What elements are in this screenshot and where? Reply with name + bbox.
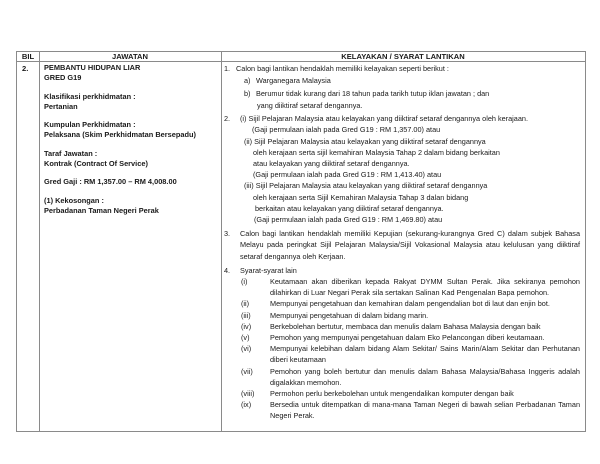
kumpulan-label: Kumpulan Perkhidmatan : <box>44 120 136 129</box>
taraf-value: Kontrak (Contract Of Service) <box>44 158 148 168</box>
requirement-1b-text: Berumur tidak kurang dari 18 tahun pada tarikh tutup iklan jawatan ; dan <box>256 88 490 98</box>
requirement-4-item-text: Pemohon yang boleh bertutur dan menulis dalam Bahasa Malaysia/Bahasa Inggeris adalah digalakkan memohon. <box>270 366 580 387</box>
requirement-4-item-label: (v) <box>241 333 250 343</box>
requirement-2-ii-line4: (Gaji permulaan ialah pada Gred G19 : RM 1,413.40) atau <box>253 170 442 180</box>
requirement-4 <box>224 265 584 422</box>
requirement-4-number: 4. <box>224 265 231 275</box>
requirement-1a-text: Warganegara Malaysia <box>256 76 331 86</box>
requirement-3-number: 3. <box>224 229 231 239</box>
requirement-3 <box>224 228 584 262</box>
requirement-1-text: Calon bagi lantikan hendaklah memiliki kelayakan seperti berikut : <box>236 64 449 73</box>
requirement-4-title: Syarat-syarat lain <box>240 265 297 275</box>
requirement-1b-label: b) <box>244 88 251 98</box>
requirement-4-item-label: (iv) <box>241 321 252 331</box>
header-kelayakan: KELAYAKAN / SYARAT LANTIKAN <box>341 52 465 61</box>
header-jawatan: JAWATAN <box>112 52 148 61</box>
requirement-4-item-label: (ix) <box>241 400 252 410</box>
requirement-4-item <box>224 343 584 365</box>
requirement-4-item <box>224 310 584 321</box>
requirement-2-iii-line3: berkaitan atau kelayakan yang diiktiraf setaraf dengannya. <box>255 203 444 213</box>
requirement-3-text: Calon bagi lantikan hendaklah memiliki Kepujian (sekurang-kurangnya Gred C) dalam subjek Bahasa Melayu pada peringkat Sijil Pelajaran Malaysia/Sijil Vokasional Malaysia atau kelulusan yang diiktiraf setaraf dengannya oleh Kerjaan. <box>240 229 580 261</box>
requirement-4-item-text: Bersedia untuk ditempatkan di mana-mana Taman Negeri di bawah selian Perbadanan Taman Negeri Perak. <box>270 400 580 421</box>
requirement-2-ii-line2: oleh kerajaan serta sijil kemahiran Malaysia Tahap 2 dalam bidang berkaitan <box>253 147 500 157</box>
column-divider-bil <box>39 52 40 431</box>
requirement-2-iii-line1: (iii) Sijil Pelajaran Malaysia atau kelayakan yang diiktiraf setaraf dengannya <box>244 181 488 191</box>
requirement-4-list <box>224 276 584 422</box>
requirement-2-i-line2: (Gaji permulaan ialah pada Gred G19 : RM 1,357.00) atau <box>252 125 441 135</box>
klasifikasi-value: Pertanian <box>44 101 78 111</box>
requirement-4-item-text: Keutamaan akan diberikan kepada Rakyat DYMM Sultan Perak. Jika sekiranya pemohon dilahirkan di Luar Negari Perak sila sertakan Salinan Kad Pengenalan Bapa pemohon. <box>270 277 580 298</box>
requirement-4-item-text: Mempunyai kelebihan dalam bidang Alam Sekitar/ Sains Marin/Alam Sekitar dan Perhutanan diberi keutamaan <box>270 344 580 365</box>
requirement-4-item-label: (iii) <box>241 310 251 320</box>
requirement-4-item <box>224 276 584 298</box>
kekosongan-value: Perbadanan Taman Negeri Perak <box>44 205 159 215</box>
job-grade: GRED G19 <box>44 73 82 82</box>
requirement-2-iii-line4: (Gaji permulaan ialah pada Gred G19 : RM 1,469.80) atau <box>254 215 443 225</box>
requirement-4-item <box>224 388 584 399</box>
requirement-4-item-text: Mempunyai pengetahuan dan kemahiran dalam pengendalian bot di laut dan enjin bot. <box>270 299 550 309</box>
kekosongan-label: (1) Kekosongan : <box>44 195 104 205</box>
taraf-label: Taraf Jawatan : <box>44 148 98 158</box>
requirement-1-number: 1. <box>224 64 231 73</box>
requirement-2-iii-line2: oleh kerajaan serta Sijil Kemahiran Malaysia Tahap 3 dalan bidang <box>253 192 469 202</box>
requirement-4-item <box>224 298 584 309</box>
jawatan-cell <box>44 63 224 224</box>
requirement-4-item-text: Mempunyai pengetahuan di dalam bidang marin. <box>270 310 429 320</box>
job-requirements-table <box>16 51 586 432</box>
requirement-2-number: 2. <box>224 114 231 124</box>
requirement-4-item-label: (ii) <box>241 299 250 309</box>
requirement-4-item-text: Berkebolehan bertutur, membaca dan menulis dalam Bahasa Malaysia dengan baik <box>270 321 541 331</box>
requirement-4-item-text: Permohon perlu berkebolehan untuk mengendalikan komputer dengan baik <box>270 389 514 399</box>
klasifikasi-label: Klasifikasi perkhidmatan : <box>44 91 136 101</box>
requirement-4-item-text: Pemohon yang mempunyai pengetahuan dalam Eko Pelancongan diberi keutamaan. <box>270 333 545 343</box>
requirement-2 <box>224 113 584 225</box>
requirement-1b-continuation: yang diiktiraf setaraf dengannya. <box>257 100 363 110</box>
gred-gaji: Gred Gaji : RM 1,357.00 – RM 4,008.00 <box>44 177 177 186</box>
requirement-4-item <box>224 366 584 388</box>
requirement-4-item-label: (viii) <box>241 389 255 399</box>
requirement-4-item <box>224 321 584 332</box>
requirement-1a-label: a) <box>244 76 251 86</box>
requirement-4-item-label: (i) <box>241 277 248 287</box>
requirement-4-item-label: (vi) <box>241 344 252 354</box>
requirement-1 <box>224 63 584 112</box>
requirement-4-item-label: (vii) <box>241 366 253 376</box>
row-number: 2. <box>22 64 29 73</box>
kelayakan-cell <box>224 63 584 422</box>
requirement-2-ii-line3: atau kelayakan yang diiktiraf setaraf dengannya. <box>253 159 410 168</box>
job-title: PEMBANTU HIDUPAN LIAR <box>44 63 141 72</box>
kumpulan-value: Pelaksana (Skim Perkhidmatan Bersepadu) <box>44 130 196 139</box>
requirement-2-ii-line1: (ii) Sijil Pelajaran Malaysia atau kelayakan yang diiktiraf setaraf dengannya <box>244 136 486 146</box>
header-bil: BIL <box>21 52 35 61</box>
requirement-2-i-line1: (i) Sijil Pelajaran Malaysia atau kelayakan yang diiktiraf setaraf dengannya oleh kerajaan. <box>240 114 528 124</box>
requirement-4-item <box>224 399 584 421</box>
requirement-4-item <box>224 332 584 343</box>
